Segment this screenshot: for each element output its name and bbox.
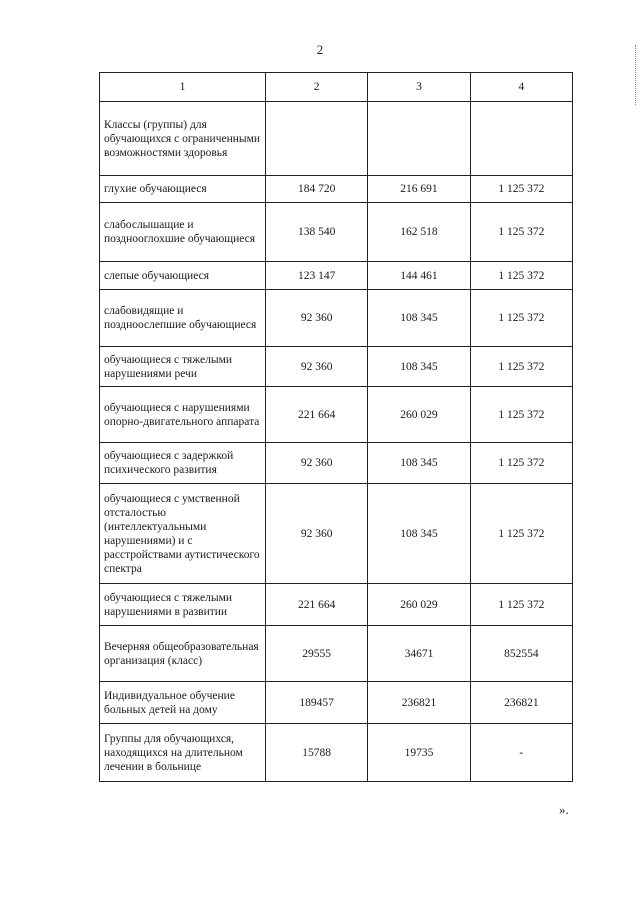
cell-value: 92 360: [266, 347, 368, 387]
cell-value: 15788: [266, 724, 368, 782]
cell-value: [470, 102, 572, 176]
cell-value: 1 125 372: [470, 290, 572, 347]
cell-value: 108 345: [368, 290, 470, 347]
cell-value: 236821: [368, 682, 470, 724]
cell-value: [266, 102, 368, 176]
table-header-row: [100, 73, 573, 102]
cell-value: 184 720: [266, 176, 368, 203]
cell-value: 92 360: [266, 443, 368, 484]
cell-value: 1 125 372: [470, 387, 572, 443]
table-row: [100, 203, 573, 262]
header-cell-2: 2: [266, 73, 368, 102]
table-row: [100, 347, 573, 387]
table-row: [100, 443, 573, 484]
table-row: [100, 626, 573, 682]
cell-value: 92 360: [266, 484, 368, 584]
cell-value: 189457: [266, 682, 368, 724]
table-row: [100, 262, 573, 290]
cell-value: 144 461: [368, 262, 470, 290]
table-row: [100, 584, 573, 626]
row-label: Индивидуальное обучение больных детей на дому: [100, 682, 266, 724]
closing-quote: ».: [559, 802, 569, 817]
scan-edge-marks: [632, 45, 636, 105]
row-label: обучающиеся с нарушениями опорно-двигательного аппарата: [100, 387, 266, 443]
row-label: Группы для обучающихся, находящихся на длительном лечении в больнице: [100, 724, 266, 782]
header-cell-4: 4: [470, 73, 572, 102]
table-row: [100, 682, 573, 724]
row-label: слепые обучающиеся: [100, 262, 266, 290]
cell-value: 1 125 372: [470, 262, 572, 290]
header-cell-3: 3: [368, 73, 470, 102]
cell-value: 92 360: [266, 290, 368, 347]
row-label: слабослышащие и позднооглохшие обучающиеся: [100, 203, 266, 262]
cell-value: 260 029: [368, 584, 470, 626]
table-row: [100, 484, 573, 584]
row-label: слабовидящие и поздноослепшие обучающиеся: [100, 290, 266, 347]
row-label: глухие обучающиеся: [100, 176, 266, 203]
data-table: [99, 72, 573, 782]
page-number: 2: [316, 42, 324, 57]
table-row: [100, 176, 573, 203]
row-label: обучающиеся с умственной отсталостью (интеллектуальными нарушениями) и с расстройствами аутистического спектра: [100, 484, 266, 584]
table-row: [100, 102, 573, 176]
cell-value: 216 691: [368, 176, 470, 203]
cell-value: 1 125 372: [470, 347, 572, 387]
cell-value: 138 540: [266, 203, 368, 262]
row-label: обучающиеся с тяжелыми нарушениями в развитии: [100, 584, 266, 626]
cell-value: 123 147: [266, 262, 368, 290]
cell-value: 108 345: [368, 347, 470, 387]
row-label: обучающиеся с тяжелыми нарушениями речи: [100, 347, 266, 387]
row-label: Классы (группы) для обучающихся с ограниченными возможностями здоровья: [100, 102, 266, 176]
cell-value: 19735: [368, 724, 470, 782]
cell-value: 1 125 372: [470, 176, 572, 203]
cell-value: 162 518: [368, 203, 470, 262]
cell-value: 852554: [470, 626, 572, 682]
row-label: обучающиеся с задержкой психического развития: [100, 443, 266, 484]
cell-value: [368, 102, 470, 176]
table-row: [100, 290, 573, 347]
table-row: [100, 724, 573, 782]
cell-value: 34671: [368, 626, 470, 682]
cell-value: 108 345: [368, 443, 470, 484]
cell-value: 221 664: [266, 584, 368, 626]
header-cell-1: 1: [100, 73, 266, 102]
cell-value: 260 029: [368, 387, 470, 443]
cell-value: 1 125 372: [470, 203, 572, 262]
table-row: [100, 387, 573, 443]
cell-value: 29555: [266, 626, 368, 682]
cell-value: 1 125 372: [470, 443, 572, 484]
cell-value: 108 345: [368, 484, 470, 584]
cell-value: -: [470, 724, 572, 782]
cell-value: 1 125 372: [470, 584, 572, 626]
cell-value: 236821: [470, 682, 572, 724]
cell-value: 1 125 372: [470, 484, 572, 584]
row-label: Вечерняя общеобразовательная организация (класс): [100, 626, 266, 682]
cell-value: 221 664: [266, 387, 368, 443]
